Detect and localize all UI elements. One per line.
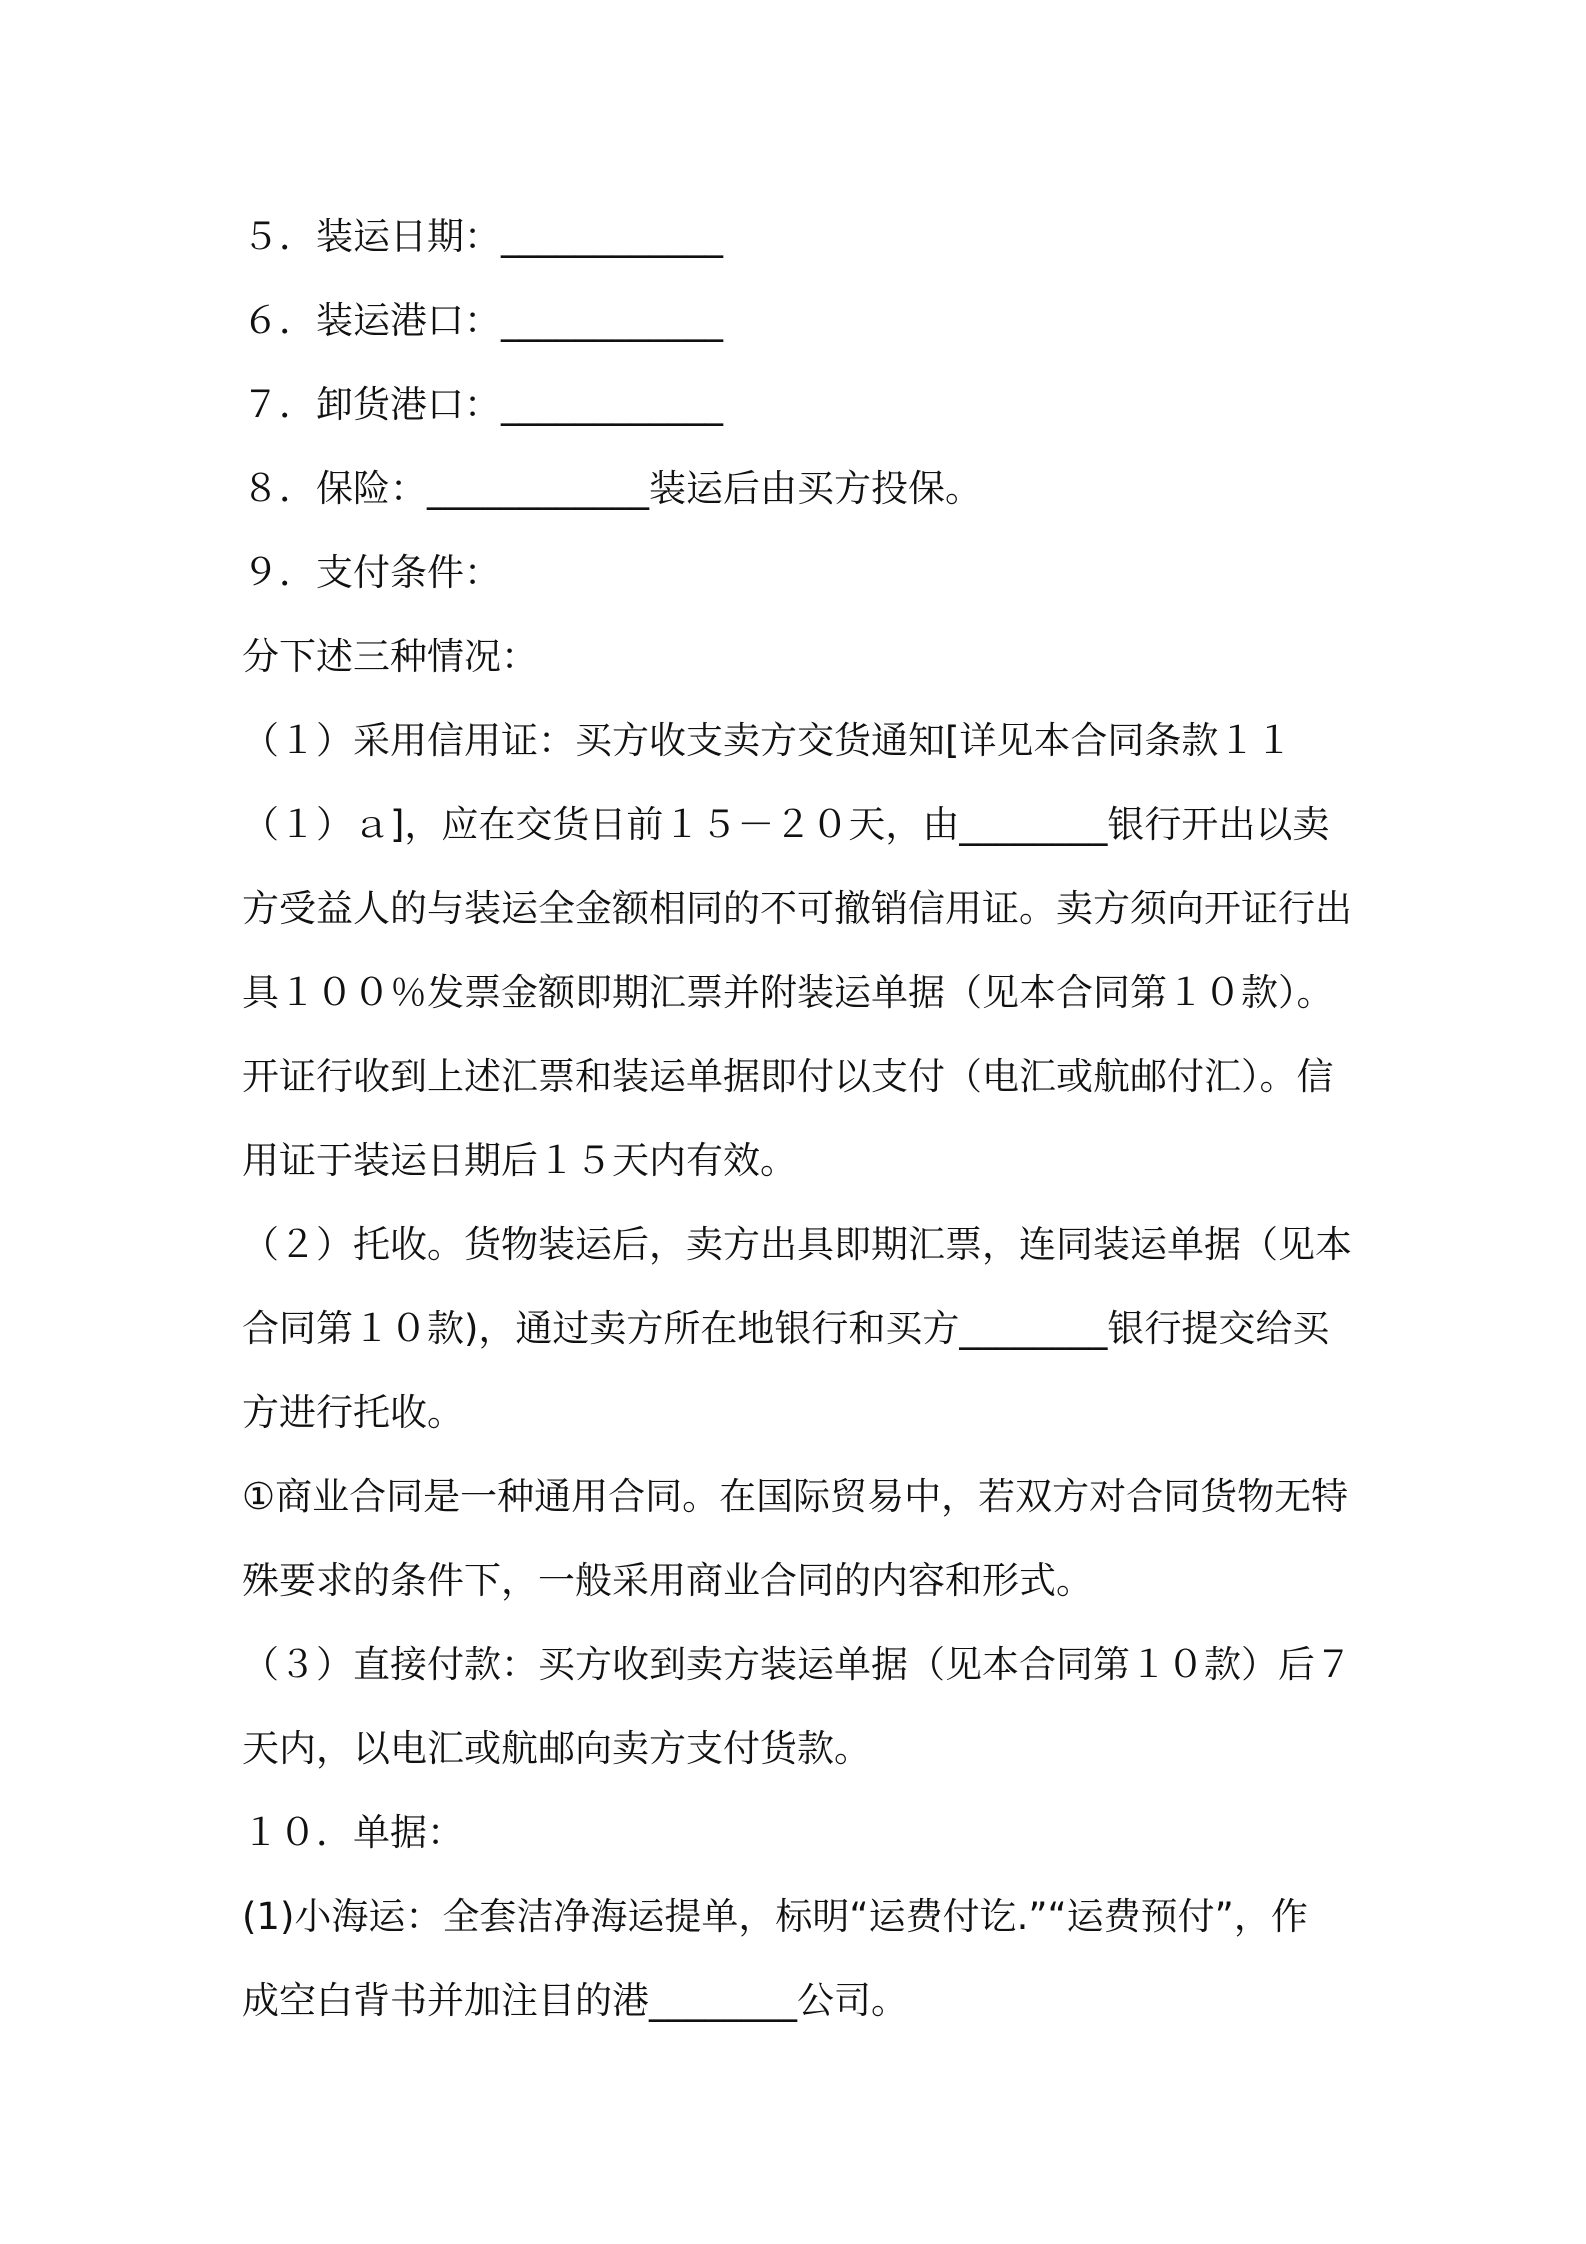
payment-intro: 分下述三种情况： — [242, 635, 538, 678]
document-body — [242, 195, 1352, 2043]
payment-lc-line-3: 方受益人的与装运全金额相同的不可撤销信用证。卖方须向开证行出 — [242, 887, 1352, 930]
clause-5-shipment-date: ５．装运日期：____________ — [242, 215, 723, 258]
payment-lc-line-2: （１）ａ]，应在交货日前１５－２０天，由________银行开出以卖 — [242, 803, 1330, 846]
payment-lc-line-1: （１）采用信用证：买方收支卖方交货通知[详见本合同条款１１ — [242, 719, 1293, 762]
payment-collection-line-3: 方进行托收。 — [242, 1391, 464, 1434]
payment-collection-line-1: （２）托收。货物装运后，卖方出具即期汇票，连同装运单据（见本 — [242, 1223, 1352, 1266]
clause-10-documents: １０．单据： — [242, 1811, 464, 1854]
clause-8-insurance: ８．保险：____________装运后由买方投保。 — [242, 467, 982, 510]
note-line-2: 殊要求的条件下，一般采用商业合同的内容和形式。 — [242, 1559, 1093, 1602]
clause-6-port-of-loading: ６．装运港口：____________ — [242, 299, 723, 342]
documents-bill-of-lading-line-2: 成空白背书并加注目的港________公司。 — [242, 1979, 908, 2022]
clause-7-port-of-discharge: ７．卸货港口：____________ — [242, 383, 723, 426]
payment-lc-line-6: 用证于装运日期后１５天内有效。 — [242, 1139, 797, 1182]
payment-direct-line-1: （３）直接付款：买方收到卖方装运单据（见本合同第１０款）后７ — [242, 1643, 1352, 1686]
clause-9-payment-terms: ９．支付条件： — [242, 551, 501, 594]
payment-collection-line-2: 合同第１０款)，通过卖方所在地银行和买方________银行提交给买 — [242, 1307, 1330, 1350]
payment-lc-line-4: 具１００％发票金额即期汇票并附装运单据（见本合同第１０款）。 — [242, 971, 1334, 1014]
payment-direct-line-2: 天内，以电汇或航邮向卖方支付货款。 — [242, 1727, 871, 1770]
payment-lc-line-5: 开证行收到上述汇票和装运单据即付以支付（电汇或航邮付汇）。信 — [242, 1055, 1334, 1098]
documents-bill-of-lading-line-1: (1)小海运：全套洁净海运提单，标明“运费付讫.”“运费预付”，作 — [242, 1895, 1308, 1938]
note-line-1: ①商业合同是一种通用合同。在国际贸易中，若双方对合同货物无特 — [242, 1475, 1349, 1518]
